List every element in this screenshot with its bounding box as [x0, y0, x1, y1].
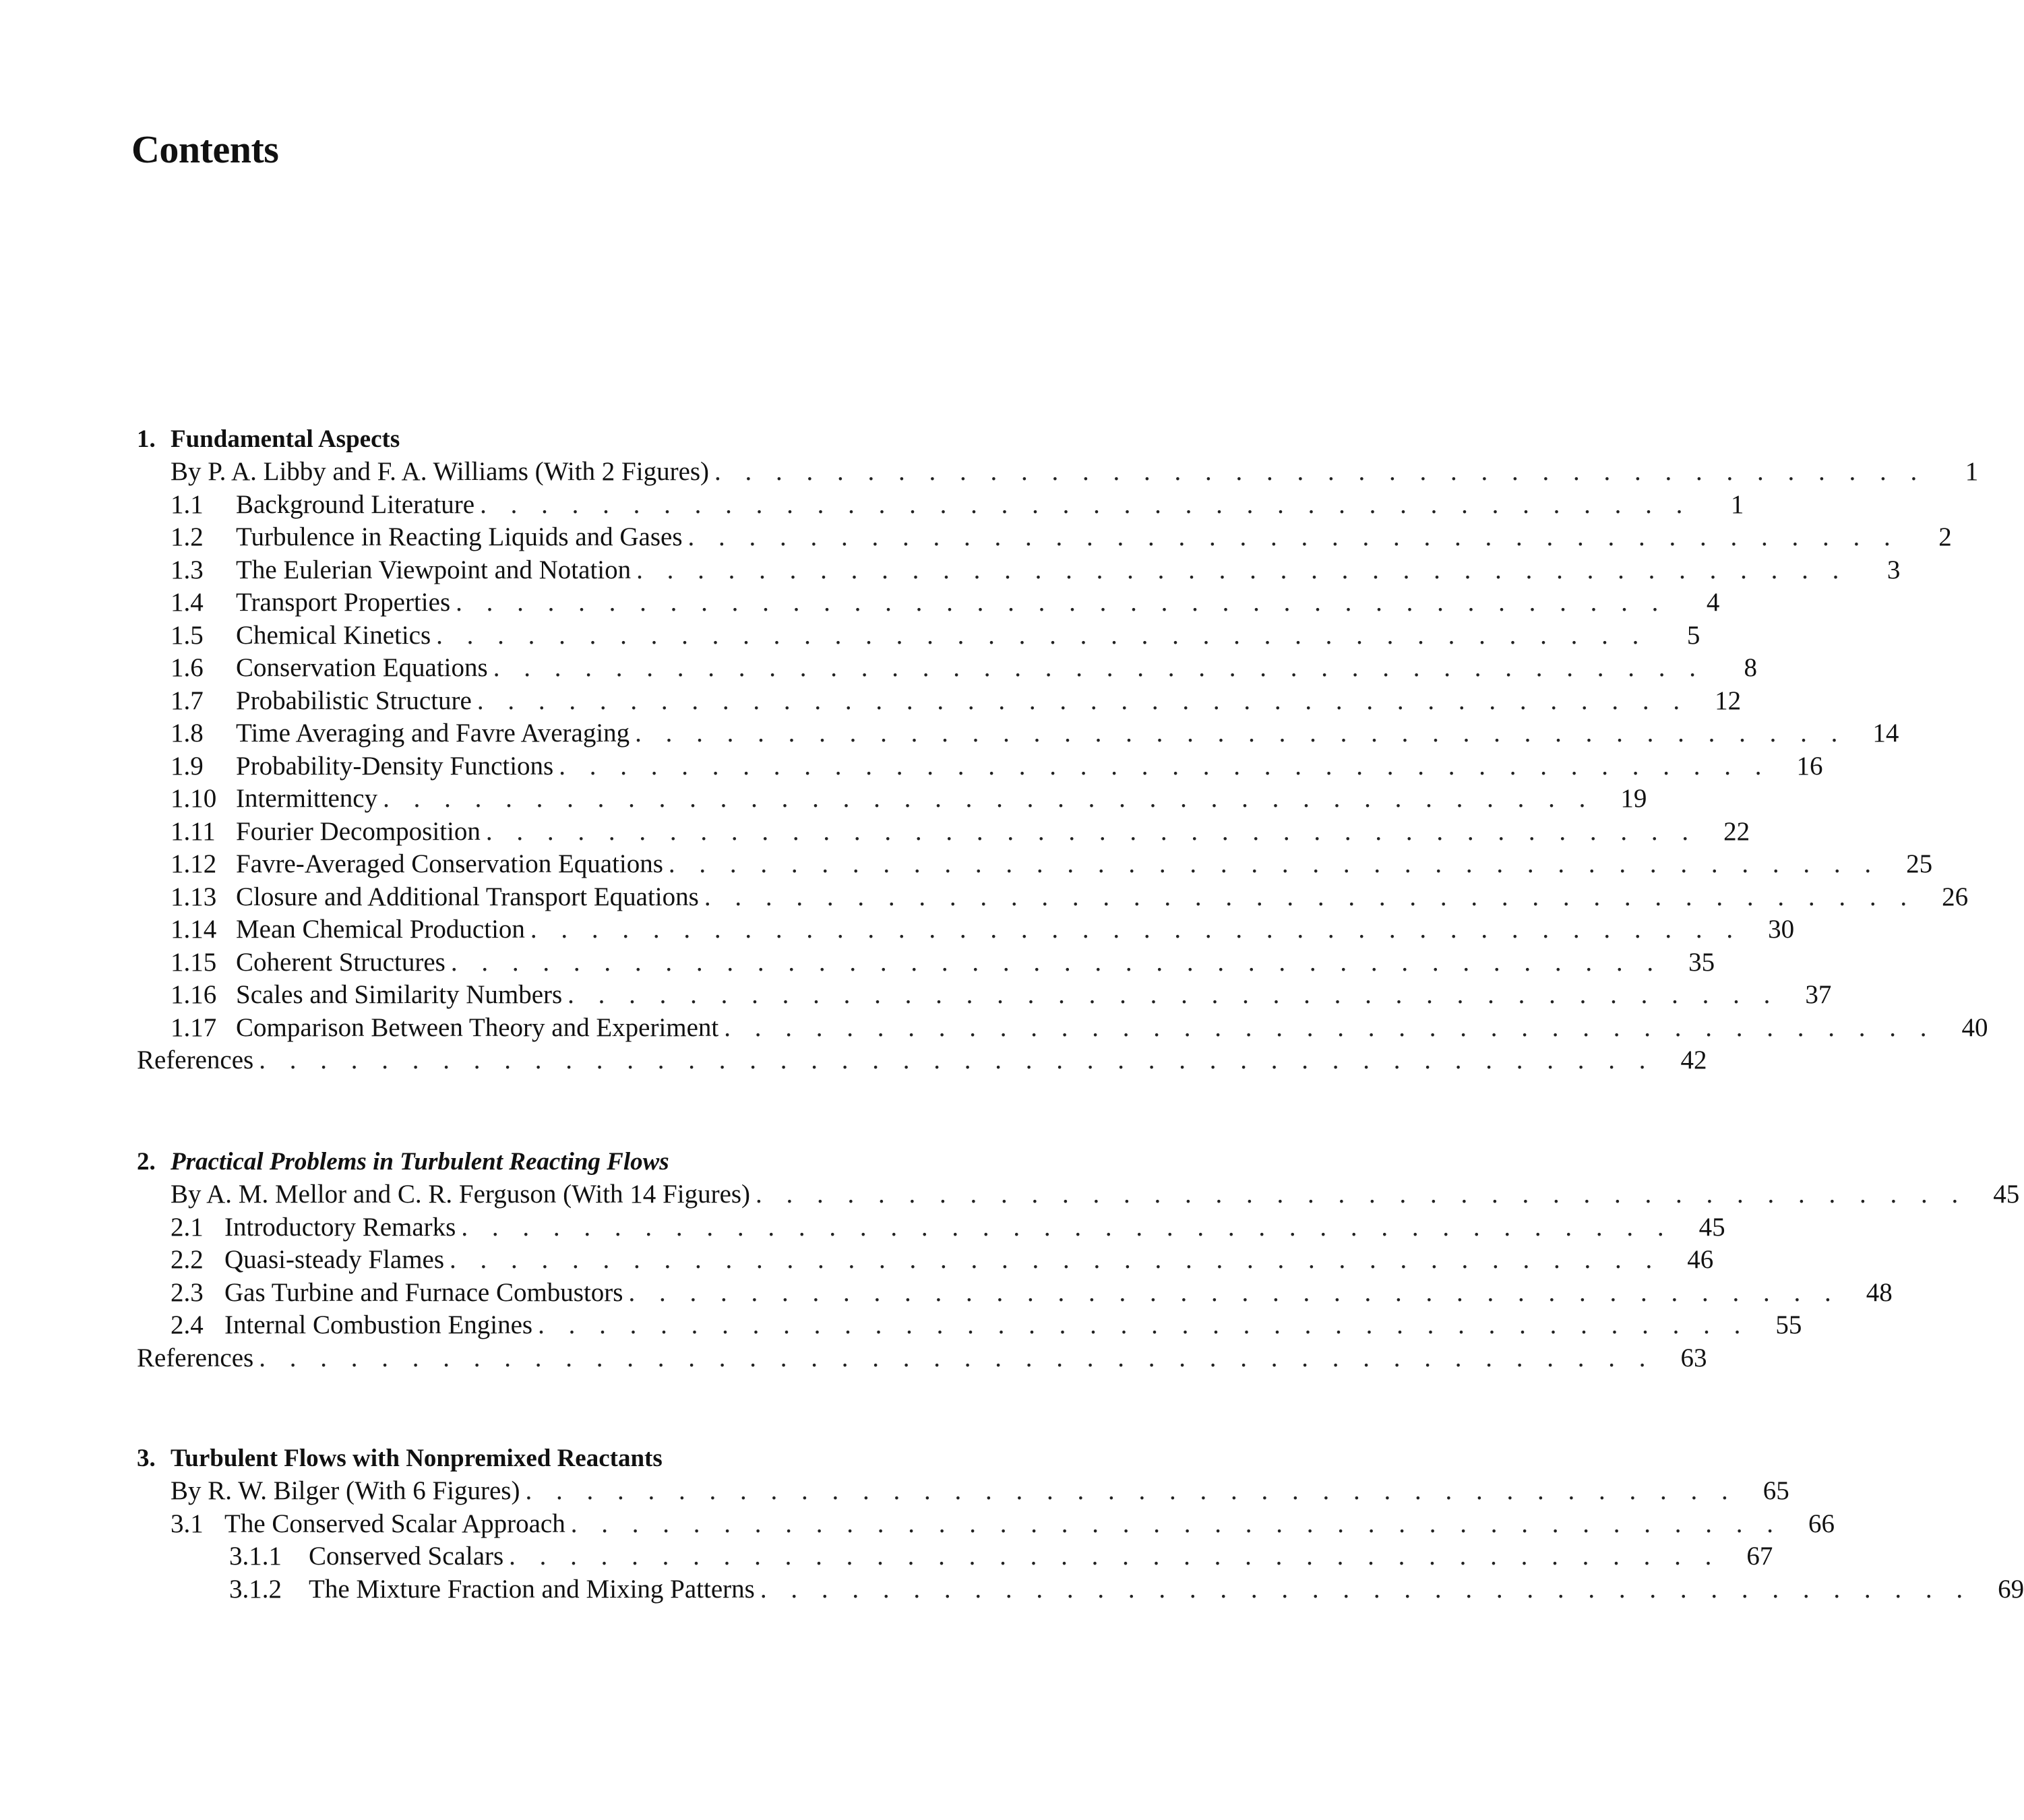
- toc-entry[interactable]: [137, 979, 1832, 1012]
- section-title: Intermittency: [236, 784, 378, 813]
- section-number: 1.2: [171, 522, 204, 551]
- page-number: 22: [1723, 816, 1750, 846]
- toc-entry[interactable]: [137, 848, 1933, 881]
- chapter-byline[interactable]: [137, 456, 1979, 489]
- references-label: References: [137, 1343, 254, 1372]
- leader-dots: . . . . . . . . . . . . . . . . . . . . . . . . . . . . . . . . . . . . . . . .: [456, 588, 1667, 617]
- page-number: 55: [1775, 1310, 1802, 1339]
- section-title: Favre-Averaged Conservation Equations: [236, 849, 663, 878]
- section-title: Introductory Remarks: [224, 1212, 456, 1242]
- section-number: 1.3: [171, 555, 204, 584]
- toc-entry[interactable]: [137, 783, 1647, 816]
- leader-dots: . . . . . . . . . . . . . . . . . . . . . . . . . . . . . . . . . . . . . . . .: [704, 882, 1916, 911]
- subsection-title: Conserved Scalars: [309, 1542, 504, 1571]
- toc-subentry[interactable]: [137, 1540, 1773, 1573]
- leader-dots: . . . . . . . . . . . . . . . . . . . . . . . . . . . . . . . . . . . . . . . .: [525, 1476, 1737, 1505]
- page-number: 42: [1680, 1045, 1707, 1074]
- section-number: 1.14: [171, 915, 217, 944]
- chapter-byline[interactable]: [137, 1178, 2020, 1211]
- section-number: 1.6: [171, 653, 204, 682]
- toc-entry[interactable]: [137, 1244, 1714, 1277]
- page-number: 16: [1796, 751, 1823, 781]
- chapter-heading: [137, 423, 1087, 456]
- subsection-number: 3.1.1: [229, 1542, 282, 1571]
- section-title: Transport Properties: [236, 588, 451, 617]
- leader-dots: . . . . . . . . . . . . . . . . . . . . . . . . . . . . . . . . . . . . . . . .: [724, 1012, 1936, 1042]
- chapter-number: 1.: [137, 425, 156, 453]
- toc-entry[interactable]: [137, 652, 1757, 685]
- leader-dots: . . . . . . . . . . . . . . . . . . . . . . . . . . . . . . . . . . . . . . . .: [509, 1542, 1721, 1571]
- page-number: 19: [1620, 784, 1647, 813]
- references-entry[interactable]: [137, 1044, 1707, 1077]
- leader-dots: . . . . . . . . . . . . . . . . . . . . . . . . . . . . . . . . . . . . . . . .: [436, 620, 1648, 650]
- section-title: Comparison Between Theory and Experiment: [236, 1012, 719, 1042]
- page-number: 40: [1961, 1012, 1988, 1042]
- leader-dots: . . . . . . . . . . . . . . . . . . . . . . . . . . . . . . . . . . . . . . . .: [450, 1245, 1661, 1274]
- page-number: 4: [1706, 588, 1720, 617]
- page-number: 65: [1762, 1476, 1789, 1505]
- section-title: Quasi-steady Flames: [224, 1245, 445, 1274]
- section-number: 1.9: [171, 751, 204, 781]
- section-title: Scales and Similarity Numbers: [236, 980, 563, 1009]
- chapter-number: 3.: [137, 1445, 156, 1472]
- page-number: 46: [1687, 1245, 1714, 1274]
- leader-dots: . . . . . . . . . . . . . . . . . . . . . . . . . . . . . . . . . . . . . . . .: [450, 947, 1663, 977]
- page-number: 1: [1965, 457, 1979, 486]
- leader-dots: . . . . . . . . . . . . . . . . . . . . . . . . . . . . . . . . . . . . . . . .: [668, 849, 1880, 878]
- chapter-title: Fundamental Aspects: [171, 425, 400, 453]
- leader-dots: . . . . . . . . . . . . . . . . . . . . . . . . . . . . . . . . . . . . . . . .: [461, 1212, 1673, 1242]
- page-number: 25: [1906, 849, 1933, 878]
- leader-dots: . . . . . . . . . . . . . . . . . . . . . . . . . . . . . . . . . . . . . . . .: [538, 1310, 1750, 1339]
- toc-entry[interactable]: [137, 489, 1744, 522]
- section-number: 1.16: [171, 980, 217, 1009]
- page-number: 35: [1688, 947, 1715, 977]
- leader-dots: . . . . . . . . . . . . . . . . . . . . . . . . . . . . . . . . . . . . . . . .: [559, 751, 1771, 781]
- section-title: Coherent Structures: [236, 947, 446, 977]
- subsection-number: 3.1.2: [229, 1574, 282, 1604]
- page-number: 45: [1698, 1212, 1725, 1242]
- toc-entry[interactable]: [137, 816, 1750, 849]
- section-number: 1.12: [171, 849, 217, 878]
- leader-dots: . . . . . . . . . . . . . . . . . . . . . . . . . . . . . . . . . . . . . . . .: [570, 1509, 1782, 1538]
- chapter-title: Practical Problems in Turbulent Reacting Flows: [171, 1148, 669, 1176]
- toc-entry[interactable]: [137, 521, 1952, 554]
- chapter-number: 2.: [137, 1148, 156, 1176]
- chapter-title: Turbulent Flows with Nonpremixed Reactants: [171, 1445, 663, 1472]
- section-title: Turbulence in Reacting Liquids and Gases: [236, 522, 683, 551]
- page-number: 69: [1998, 1574, 2024, 1604]
- chapter-1: [137, 423, 1988, 1077]
- leader-dots: . . . . . . . . . . . . . . . . . . . . . . . . . . . . . . . . . . . . . . . .: [760, 1574, 1972, 1604]
- leader-dots: . . . . . . . . . . . . . . . . . . . . . . . . . . . . . . . . . . . . . . . .: [485, 816, 1698, 846]
- section-title: Background Literature: [236, 489, 475, 519]
- section-number: 1.11: [171, 816, 216, 846]
- section-title: Chemical Kinetics: [236, 620, 431, 650]
- toc-entry[interactable]: [137, 1012, 1988, 1045]
- section-number: 1.1: [171, 489, 204, 519]
- leader-dots: . . . . . . . . . . . . . . . . . . . . . . . . . . . . . . . . . . . . . . . .: [530, 915, 1742, 944]
- section-title: Probabilistic Structure: [236, 686, 472, 715]
- toc-entry[interactable]: [137, 1508, 1835, 1541]
- page-number: 63: [1680, 1343, 1707, 1372]
- section-number: 1.5: [171, 620, 204, 650]
- toc-entry[interactable]: [137, 881, 1969, 914]
- toc-entry[interactable]: [137, 586, 1720, 619]
- references-entry[interactable]: [137, 1342, 1707, 1375]
- section-number: 2.3: [171, 1277, 204, 1307]
- leader-dots: . . . . . . . . . . . . . . . . . . . . . . . . . . . . . . . . . . . . . . . .: [493, 653, 1705, 682]
- subsection-title: The Mixture Fraction and Mixing Patterns: [309, 1574, 755, 1604]
- toc-entry[interactable]: [137, 946, 1715, 979]
- section-number: 2.4: [171, 1310, 204, 1339]
- toc-entry[interactable]: [137, 619, 1700, 653]
- section-number: 1.17: [171, 1012, 217, 1042]
- leader-dots: . . . . . . . . . . . . . . . . . . . . . . . . . . . . . . . . . . . . . . . .: [568, 980, 1779, 1009]
- toc-entry[interactable]: [137, 750, 1823, 783]
- leader-dots: . . . . . . . . . . . . . . . . . . . . . . . . . . . . . . . . . . . . . . . .: [480, 489, 1692, 519]
- section-title: Time Averaging and Favre Averaging: [236, 719, 630, 748]
- page-number: 8: [1744, 653, 1757, 682]
- page-number: 12: [1715, 686, 1742, 715]
- page-number: 1: [1730, 489, 1744, 519]
- page-number: 67: [1746, 1542, 1773, 1571]
- page-title: Contents: [131, 127, 279, 171]
- toc-entry[interactable]: [137, 1277, 1893, 1310]
- toc-entry[interactable]: [137, 913, 1795, 946]
- page-number: 14: [1872, 719, 1899, 748]
- chapter-byline[interactable]: [137, 1475, 1789, 1508]
- chapter-heading: [137, 1146, 1087, 1178]
- section-number: 1.7: [171, 686, 204, 715]
- page-number: 3: [1887, 555, 1901, 584]
- section-title: Fourier Decomposition: [236, 816, 481, 846]
- page-number: 37: [1805, 980, 1832, 1009]
- section-number: 1.13: [171, 882, 217, 911]
- toc-entry[interactable]: [137, 1211, 1725, 1244]
- leader-dots: . . . . . . . . . . . . . . . . . . . . . . . . . . . . . . . . . . . . . . . .: [628, 1277, 1840, 1307]
- toc-entry[interactable]: [137, 554, 1901, 587]
- page-number: 30: [1768, 915, 1795, 944]
- section-number: 1.4: [171, 588, 204, 617]
- page-number: 2: [1938, 522, 1952, 551]
- leader-dots: . . . . . . . . . . . . . . . . . . . . . . . . . . . . . . . . . . . . . . . .: [756, 1180, 1967, 1209]
- section-title: Gas Turbine and Furnace Combustors: [224, 1277, 623, 1307]
- page-number: 45: [1993, 1180, 2020, 1209]
- section-number: 3.1: [171, 1509, 204, 1538]
- leader-dots: . . . . . . . . . . . . . . . . . . . . . . . . . . . . . . . . . . . . . . . .: [635, 719, 1847, 748]
- leader-dots: . . . . . . . . . . . . . . . . . . . . . . . . . . . . . . . . . . . . . . . . . . . . . .: [259, 1343, 1655, 1372]
- chapter-heading: [137, 1443, 1087, 1475]
- page-number: 26: [1942, 882, 1969, 911]
- leader-dots: . . . . . . . . . . . . . . . . . . . . . . . . . . . . . . . . . . . . . . . .: [687, 522, 1899, 551]
- section-title: Probability-Density Functions: [236, 751, 554, 781]
- section-title: Closure and Additional Transport Equations: [236, 882, 699, 911]
- page-number: 5: [1686, 620, 1700, 650]
- page-number: 48: [1866, 1277, 1893, 1307]
- leader-dots: . . . . . . . . . . . . . . . . . . . . . . . . . . . . . . . . . . . . . . . .: [714, 457, 1926, 486]
- section-title: The Conserved Scalar Approach: [224, 1509, 565, 1538]
- section-number: 1.10: [171, 784, 217, 813]
- byline-text: By P. A. Libby and F. A. Williams (With 2 Figures): [171, 457, 710, 486]
- section-number: 1.8: [171, 719, 204, 748]
- byline-text: By A. M. Mellor and C. R. Ferguson (With 14 Figures): [171, 1180, 751, 1209]
- section-title: Conservation Equations: [236, 653, 488, 682]
- toc-entry[interactable]: [137, 1309, 1802, 1342]
- section-title: Mean Chemical Production: [236, 915, 525, 944]
- section-title: The Eulerian Viewpoint and Notation: [236, 555, 632, 584]
- leader-dots: . . . . . . . . . . . . . . . . . . . . . . . . . . . . . . . . . . . . . . . .: [383, 784, 1595, 813]
- leader-dots: . . . . . . . . . . . . . . . . . . . . . . . . . . . . . . . . . . . . . . . .: [477, 686, 1689, 715]
- chapter-3: [137, 1443, 2024, 1606]
- toc-entry[interactable]: [137, 717, 1899, 750]
- leader-dots: . . . . . . . . . . . . . . . . . . . . . . . . . . . . . . . . . . . . . . . . . . . . . .: [259, 1045, 1655, 1074]
- leader-dots: . . . . . . . . . . . . . . . . . . . . . . . . . . . . . . . . . . . . . . . .: [636, 555, 1848, 584]
- section-number: 2.1: [171, 1212, 204, 1242]
- section-title: Internal Combustion Engines: [224, 1310, 533, 1339]
- toc-entry[interactable]: [137, 685, 1742, 718]
- references-label: References: [137, 1045, 254, 1074]
- chapter-2: [137, 1146, 2020, 1374]
- toc-subentry[interactable]: [137, 1573, 2024, 1606]
- section-number: 1.15: [171, 947, 217, 977]
- page-number: 66: [1808, 1509, 1835, 1538]
- section-number: 2.2: [171, 1245, 204, 1274]
- byline-text: By R. W. Bilger (With 6 Figures): [171, 1476, 520, 1505]
